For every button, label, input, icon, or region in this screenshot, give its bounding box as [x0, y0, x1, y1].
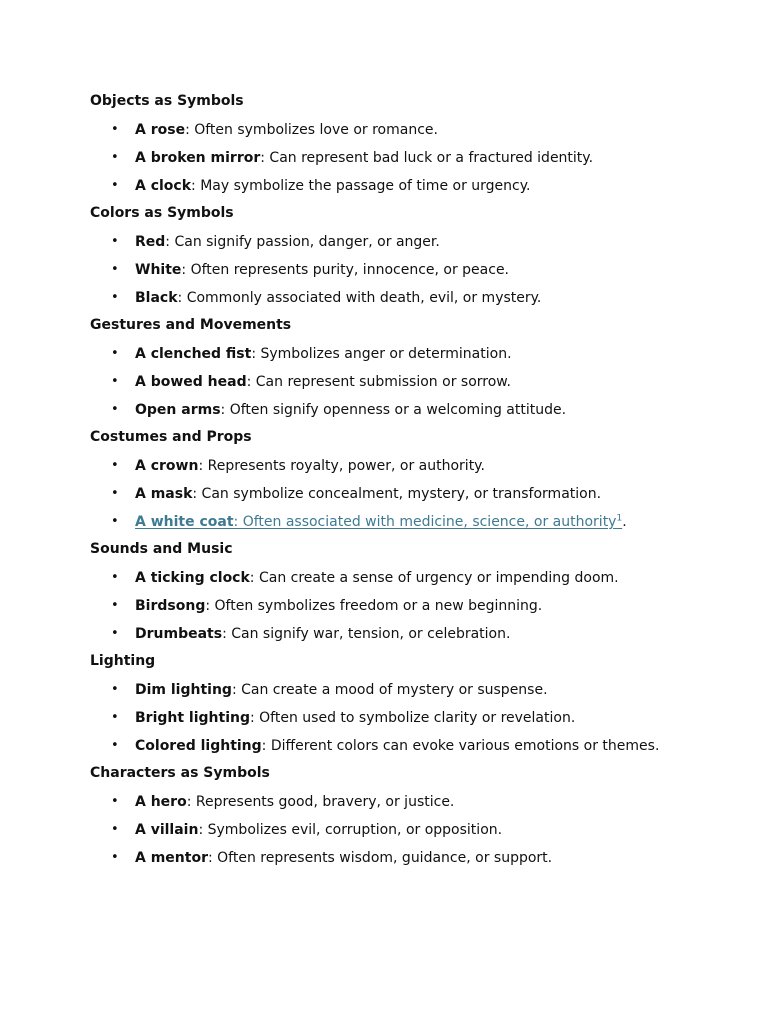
item-term: A mask: [135, 486, 193, 502]
bullet-list: [90, 788, 730, 872]
item-term: Dim lighting: [135, 682, 232, 698]
item-description: : Can signify passion, danger, or anger.: [165, 234, 440, 250]
bullet-icon: •: [111, 234, 119, 249]
bullet-list: [90, 564, 730, 648]
bullet-icon: •: [111, 458, 119, 473]
item-description: : Can represent bad luck or a fractured identity.: [260, 150, 594, 166]
bullet-icon: •: [111, 514, 119, 529]
item-term: Black: [135, 290, 178, 306]
item-description: : Can symbolize concealment, mystery, or transformation.: [192, 486, 602, 502]
list-item: [90, 340, 730, 368]
list-item: [90, 396, 730, 424]
white-coat-link[interactable]: [135, 514, 622, 530]
footnote-marker: 1: [616, 513, 623, 524]
list-item: [90, 256, 730, 284]
item-description: : Can create a mood of mystery or suspense.: [231, 682, 548, 698]
item-term: A white coat: [135, 514, 234, 530]
list-item: [90, 228, 730, 256]
bullet-icon: •: [111, 738, 119, 753]
bullet-icon: •: [111, 794, 119, 809]
list-item: [90, 620, 730, 648]
item-term: A ticking clock: [135, 570, 250, 586]
list-item: [90, 788, 730, 816]
bullet-icon: •: [111, 122, 119, 137]
section-costumes-and-props: [90, 424, 730, 536]
bullet-icon: •: [111, 598, 119, 613]
bullet-icon: •: [111, 402, 119, 417]
section-sounds-and-music: [90, 536, 730, 648]
bullet-icon: •: [111, 570, 119, 585]
bullet-icon: •: [111, 346, 119, 361]
item-term: A bowed head: [135, 374, 247, 390]
section-characters-as-symbols: [90, 760, 730, 872]
bullet-icon: •: [111, 262, 119, 277]
item-description: : Represents royalty, power, or authority.: [198, 458, 485, 474]
bullet-icon: •: [111, 374, 119, 389]
item-description: : Different colors can evoke various emotions or themes.: [261, 738, 660, 754]
item-term: White: [135, 262, 182, 278]
list-item: [90, 368, 730, 396]
item-description: : Can create a sense of urgency or impending doom.: [249, 570, 619, 586]
item-description: : Symbolizes evil, corruption, or opposition.: [198, 822, 503, 838]
bullet-icon: •: [111, 290, 119, 305]
list-item: [90, 508, 730, 536]
list-item: [90, 144, 730, 172]
item-description: : Often associated with medicine, science, or authority: [233, 514, 617, 530]
item-term: A villain: [135, 822, 199, 838]
list-item: [90, 592, 730, 620]
section-heading: Costumes and Props: [90, 429, 252, 445]
bullet-icon: •: [111, 486, 119, 501]
item-description: : Can signify war, tension, or celebration.: [222, 626, 511, 642]
item-term: A hero: [135, 794, 187, 810]
document-body: [90, 88, 730, 872]
list-item: [90, 704, 730, 732]
section-objects-as-symbols: [90, 88, 730, 200]
item-term: A mentor: [135, 850, 208, 866]
item-description: : Symbolizes anger or determination.: [251, 346, 512, 362]
item-term: A clock: [135, 178, 192, 194]
section-heading: Characters as Symbols: [90, 765, 270, 781]
item-term: Bright lighting: [135, 710, 250, 726]
item-description: : May symbolize the passage of time or urgency.: [191, 178, 531, 194]
list-item: [90, 564, 730, 592]
item-term: A rose: [135, 122, 186, 138]
bullet-icon: •: [111, 710, 119, 725]
bullet-list: [90, 452, 730, 536]
trailing-period: .: [622, 514, 627, 530]
item-description: : Often symbolizes love or romance.: [185, 122, 438, 138]
bullet-list: [90, 340, 730, 424]
item-term: Red: [135, 234, 166, 250]
bullet-icon: •: [111, 682, 119, 697]
section-colors-as-symbols: [90, 200, 730, 312]
item-term: A crown: [135, 458, 199, 474]
item-term: A clenched fist: [135, 346, 252, 362]
section-lighting: [90, 648, 730, 760]
bullet-icon: •: [111, 150, 119, 165]
bullet-icon: •: [111, 178, 119, 193]
bullet-icon: •: [111, 626, 119, 641]
item-description: : Represents good, bravery, or justice.: [186, 794, 455, 810]
bullet-list: [90, 228, 730, 312]
list-item: [90, 452, 730, 480]
list-item: [90, 844, 730, 872]
item-description: : Often signify openness or a welcoming attitude.: [220, 402, 567, 418]
section-heading: Colors as Symbols: [90, 205, 234, 221]
item-term: Birdsong: [135, 598, 206, 614]
bullet-list: [90, 116, 730, 200]
list-item: [90, 116, 730, 144]
item-term: Drumbeats: [135, 626, 223, 642]
bullet-icon: •: [111, 822, 119, 837]
section-heading: Gestures and Movements: [90, 317, 292, 333]
item-description: : Commonly associated with death, evil, or mystery.: [177, 290, 542, 306]
bullet-icon: •: [111, 850, 119, 865]
item-description: : Often represents purity, innocence, or peace.: [181, 262, 510, 278]
list-item: [90, 480, 730, 508]
section-heading: Sounds and Music: [90, 541, 233, 557]
section-gestures-and-movements: [90, 312, 730, 424]
section-heading: Objects as Symbols: [90, 93, 244, 109]
item-description: : Can represent submission or sorrow.: [246, 374, 511, 390]
item-term: Colored lighting: [135, 738, 262, 754]
bullet-list: [90, 676, 730, 760]
section-heading: Lighting: [90, 653, 156, 669]
list-item: [90, 284, 730, 312]
item-term: A broken mirror: [135, 150, 261, 166]
list-item: [90, 816, 730, 844]
item-description: : Often symbolizes freedom or a new beginning.: [205, 598, 543, 614]
item-description: : Often represents wisdom, guidance, or support.: [207, 850, 553, 866]
list-item: [90, 732, 730, 760]
item-term: Open arms: [135, 402, 221, 418]
list-item: [90, 172, 730, 200]
item-description: : Often used to symbolize clarity or revelation.: [250, 710, 576, 726]
list-item: [90, 676, 730, 704]
